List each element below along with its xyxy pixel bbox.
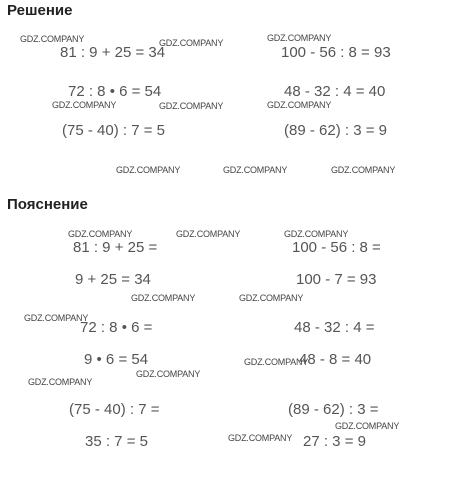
solution-heading: Решение (7, 2, 73, 19)
explanation-expression: 9 • 6 = 54 (84, 351, 149, 368)
watermark-text: GDZ.COMPANY (267, 33, 332, 43)
watermark-text: GDZ.COMPANY (116, 165, 181, 175)
watermark-text: GDZ.COMPANY (228, 433, 293, 443)
watermark-text: GDZ.COMPANY (24, 313, 89, 323)
explanation-expression: 9 + 25 = 34 (75, 271, 151, 288)
explanation-expression: 27 : 3 = 9 (303, 433, 366, 450)
solution-expression: (75 - 40) : 7 = 5 (62, 122, 165, 139)
watermark-text: GDZ.COMPANY (20, 34, 85, 44)
watermark-text: GDZ.COMPANY (331, 165, 396, 175)
watermark-text: GDZ.COMPANY (284, 229, 349, 239)
watermark-text: GDZ.COMPANY (244, 357, 309, 367)
solution-expression: (89 - 62) : 3 = 9 (284, 122, 387, 139)
explanation-expression: 48 - 8 = 40 (299, 351, 372, 368)
watermark-text: GDZ.COMPANY (159, 101, 224, 111)
watermark-text: GDZ.COMPANY (267, 100, 332, 110)
explanation-expression: 48 - 32 : 4 = (294, 319, 375, 336)
explanation-expression: 72 : 8 • 6 = (80, 319, 153, 336)
explanation-expression: 35 : 7 = 5 (85, 433, 148, 450)
solution-expression: 100 - 56 : 8 = 93 (281, 44, 391, 61)
solution-expression: 72 : 8 • 6 = 54 (68, 83, 162, 100)
explanation-expression: (75 - 40) : 7 = (69, 401, 160, 418)
explanation-expression: (89 - 62) : 3 = (288, 401, 379, 418)
watermark-text: GDZ.COMPANY (223, 165, 288, 175)
watermark-text: GDZ.COMPANY (159, 38, 224, 48)
explanation-expression: 100 - 56 : 8 = (292, 239, 381, 256)
solution-expression: 48 - 32 : 4 = 40 (284, 83, 386, 100)
explanation-heading: Пояснение (7, 196, 88, 213)
explanation-expression: 100 - 7 = 93 (296, 271, 377, 288)
watermark-text: GDZ.COMPANY (131, 293, 196, 303)
solution-expression: 81 : 9 + 25 = 34 (60, 44, 166, 61)
watermark-text: GDZ.COMPANY (136, 369, 201, 379)
explanation-expression: 81 : 9 + 25 = (73, 239, 158, 256)
watermark-text: GDZ.COMPANY (335, 421, 400, 431)
watermark-text: GDZ.COMPANY (52, 100, 117, 110)
watermark-text: GDZ.COMPANY (176, 229, 241, 239)
watermark-text: GDZ.COMPANY (28, 377, 93, 387)
watermark-text: GDZ.COMPANY (68, 229, 133, 239)
watermark-text: GDZ.COMPANY (239, 293, 304, 303)
